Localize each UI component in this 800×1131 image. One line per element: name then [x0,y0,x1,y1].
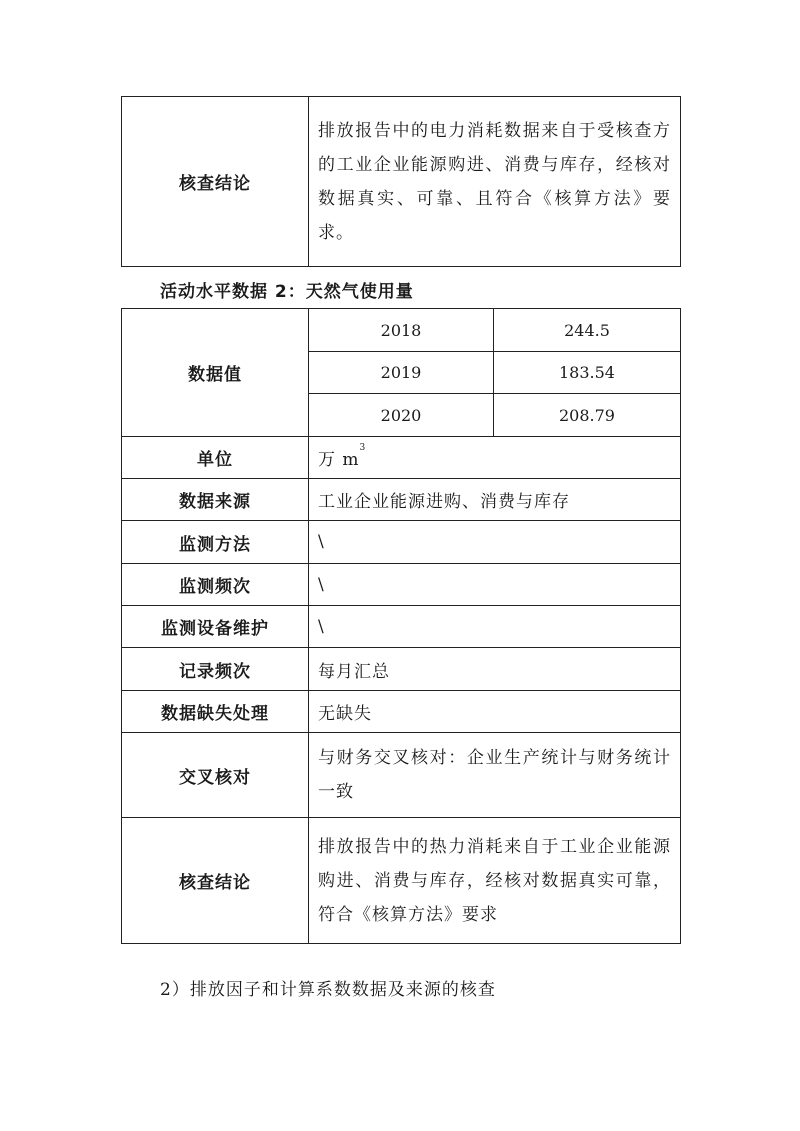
unit-superscript: 3 [359,443,367,453]
year-cell: 2020 [309,394,494,437]
maintenance-label: 监测设备维护 [122,606,309,648]
year-cell: 2019 [309,352,494,394]
value-cell: 244.5 [494,309,681,352]
table-row [122,606,681,648]
table-caption: 活动水平数据 2：天然气使用量 [160,282,414,302]
conclusion-label: 核查结论 [122,818,309,944]
value-cell: 208.79 [494,394,681,437]
frequency-label: 监测频次 [122,564,309,606]
cross-check-value: 与财务交叉核对：企业生产统计与财务统计一致 [309,733,681,818]
table-row [122,733,681,818]
natural-gas-table [121,308,681,944]
missing-data-value: 无缺失 [309,691,681,733]
table-row [122,564,681,606]
table-row [122,691,681,733]
maintenance-value: \ [309,606,681,648]
data-value-label: 数据值 [122,309,309,437]
missing-data-label: 数据缺失处理 [122,691,309,733]
cross-check-label: 交叉核对 [122,733,309,818]
method-value: \ [309,521,681,564]
conclusion-text: 排放报告中的电力消耗数据来自于受核查方的工业企业能源购进、消费与库存，经核对数据真实、可靠、且符合《核算方法》要求。 [309,97,681,267]
frequency-value: \ [309,564,681,606]
conclusion-label: 核查结论 [122,97,309,267]
table-row [122,437,681,479]
source-label: 数据来源 [122,479,309,521]
record-frequency-label: 记录频次 [122,648,309,691]
table-row [122,521,681,564]
record-frequency-value: 每月汇总 [309,648,681,691]
unit-text: 万 m [318,450,360,470]
table-row [122,309,681,352]
method-label: 监测方法 [122,521,309,564]
table-row [122,479,681,521]
conclusion-value: 排放报告中的热力消耗来自于工业企业能源购进、消费与库存，经核对数据真实可靠，符合《核算方法》要求 [309,818,681,944]
section-heading: 2）排放因子和计算系数数据及来源的核查 [160,980,496,1000]
value-cell: 183.54 [494,352,681,394]
table-row [122,97,681,267]
source-value: 工业企业能源进购、消费与库存 [309,479,681,521]
conclusion-table-1 [121,96,681,267]
table-row [122,648,681,691]
year-cell: 2018 [309,309,494,352]
unit-value [309,437,681,479]
table-row [122,818,681,944]
unit-label: 单位 [122,437,309,479]
